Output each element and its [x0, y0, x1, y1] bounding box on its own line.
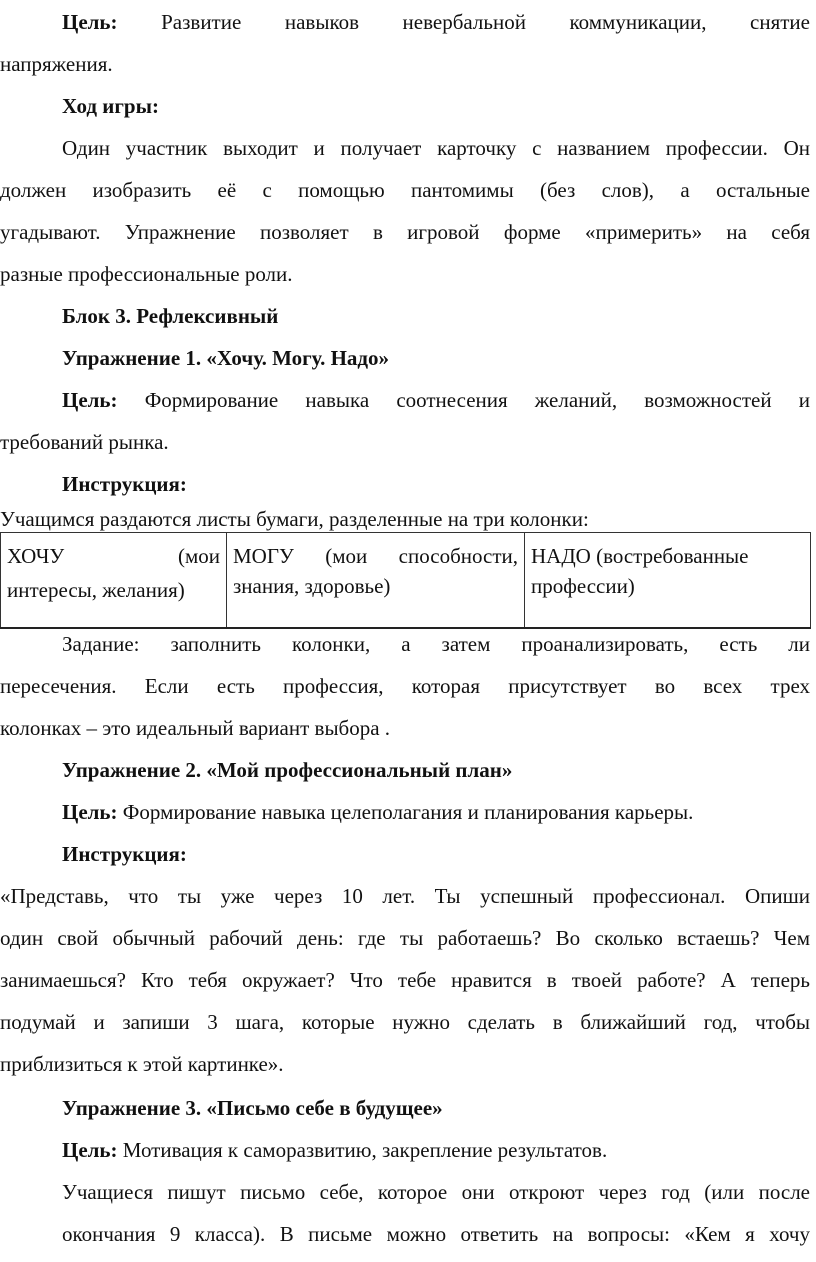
- cell-line: [7, 541, 220, 571]
- instruction-text: Учащимся раздаются листы бумаги, разделенные на три колонки:: [0, 507, 589, 531]
- game-text-line: Один участник выходит и получает карточку с названием профессии. Он: [62, 136, 810, 160]
- goal-text-cont: напряжения.: [0, 52, 113, 76]
- goal-text: Формирование навыка соотнесения желаний, возможностей и: [144, 388, 810, 412]
- goal-text: Развитие навыков невербальной коммуникации, снятие: [161, 10, 810, 34]
- table-row: [1, 533, 811, 629]
- exercise-3-goal: [62, 1136, 810, 1164]
- cell-text: МОГУ (мои способности,: [233, 544, 518, 568]
- instruction-heading: Инструкция:: [62, 472, 187, 496]
- instruction-line: «Представь, что ты уже через 10 лет. Ты успешный профессионал. Опиши: [0, 884, 810, 908]
- goal-label: Цель:: [62, 800, 118, 824]
- exercise-2-title: Упражнение 2. «Мой профессиональный план»: [62, 758, 513, 782]
- exercise-1-title: Упражнение 1. «Хочу. Могу. Надо»: [62, 346, 390, 370]
- game-text-line: разные профессиональные роли.: [0, 262, 293, 286]
- cell-text: НАДО (востребованные: [531, 544, 749, 568]
- table-cell-want: [1, 533, 227, 629]
- game-heading: Ход игры:: [62, 94, 159, 118]
- goal-label: Цель:: [62, 10, 118, 34]
- goal-label: Цель:: [62, 388, 118, 412]
- columns-table: [0, 532, 811, 629]
- goal-label: Цель:: [62, 1138, 118, 1162]
- goal-text: Формирование навыка целеполагания и планирования карьеры.: [122, 800, 694, 824]
- table-cell-can: [227, 533, 525, 629]
- game-text-line: должен изобразить её с помощью пантомимы (без слов), а остальные: [0, 178, 810, 202]
- goal-text-cont: требований рынка.: [0, 430, 169, 454]
- cell-text: профессии): [531, 574, 635, 598]
- block-heading: Блок 3. Рефлексивный: [62, 304, 279, 328]
- cell-text: интересы, желания): [7, 578, 185, 602]
- instruction-line: занимаешься? Кто тебя окружает? Что тебе нравится в твоей работе? А теперь: [0, 968, 810, 992]
- instruction-line: подумай и запиши 3 шага, которые нужно сделать в ближайший год, чтобы: [0, 1010, 810, 1034]
- cell-text: знания, здоровье): [233, 574, 391, 598]
- table-cell-must: [525, 533, 811, 629]
- instruction-heading: Инструкция:: [62, 842, 187, 866]
- exercise-1-goal: [62, 386, 810, 414]
- goal-text: Мотивация к саморазвитию, закрепление результатов.: [122, 1138, 608, 1162]
- task-line: Задание: заполнить колонки, а затем проанализировать, есть ли: [62, 632, 810, 656]
- letter-line: окончания 9 класса). В письме можно ответить на вопросы: «Кем я хочу: [62, 1222, 810, 1246]
- instruction-line: один свой обычный рабочий день: где ты работаешь? Во сколько встаешь? Чем: [0, 926, 810, 950]
- goal-line: [62, 8, 810, 36]
- task-line: колонках – это идеальный вариант выбора .: [0, 716, 391, 740]
- cell-text: (мои: [177, 544, 220, 568]
- task-line: пересечения. Если есть профессия, которая присутствует во всех трех: [0, 674, 810, 698]
- letter-line: Учащиеся пишут письмо себе, которое они откроют через год (или после: [62, 1180, 810, 1204]
- instruction-line: приблизиться к этой картинке».: [0, 1052, 284, 1076]
- exercise-2-goal: [62, 798, 810, 826]
- exercise-3-title: Упражнение 3. «Письмо себе в будущее»: [62, 1096, 443, 1120]
- cell-text: ХОЧУ: [7, 544, 65, 568]
- game-text-line: угадывают. Упражнение позволяет в игровой форме «примерить» на себя: [0, 220, 810, 244]
